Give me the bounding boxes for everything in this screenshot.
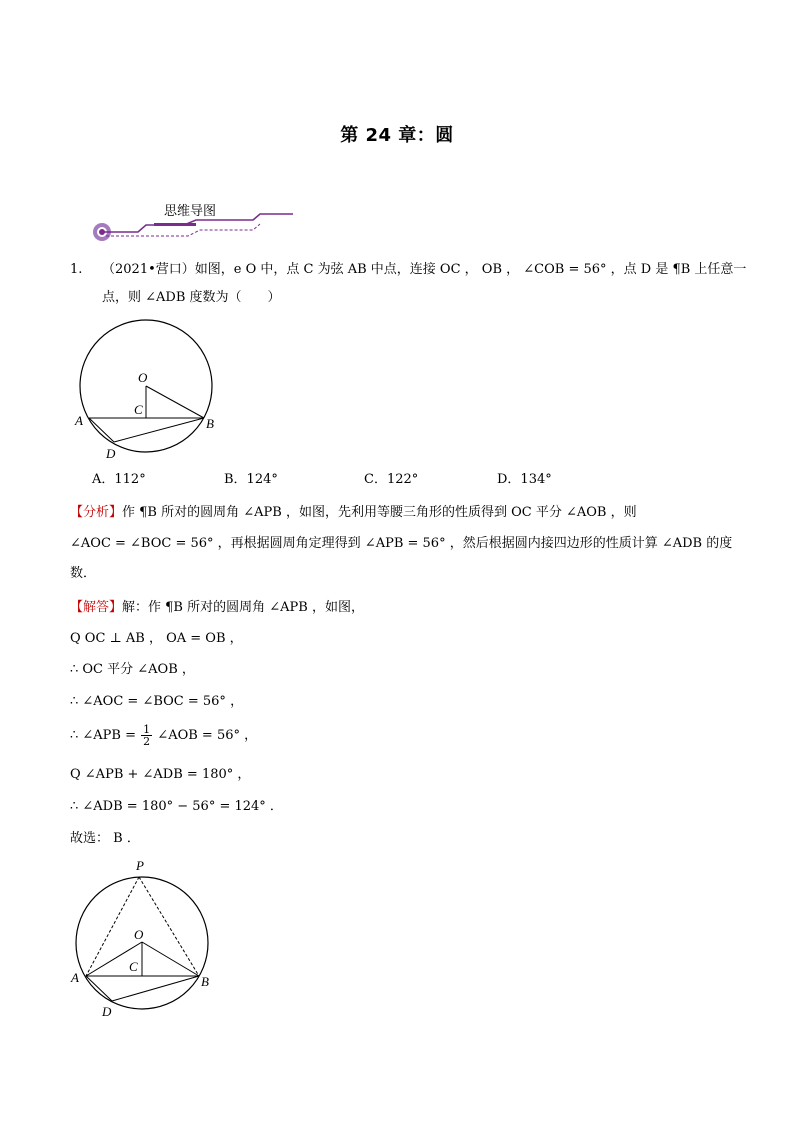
fraction-one-half (141, 724, 152, 747)
fig2-label-a: A (71, 970, 79, 985)
solution-step-4 (70, 724, 257, 747)
page-title: 第 24 章：圆 (340, 125, 454, 146)
solution-step-3: ∴ ∠AOC = ∠BOC = 56° ， (70, 694, 244, 709)
question-line-2: 点，则 ∠ADB 度数为（ ） (102, 290, 281, 305)
solution-step-1: Q OC ⊥ AB ， OA = OB ， (70, 631, 243, 646)
banner-label: 思维导图 (164, 204, 217, 219)
option-a: A．112° (92, 472, 146, 487)
fig1-label-c: C (134, 402, 143, 417)
question-number: 1. (70, 262, 83, 277)
option-b: B．124° (224, 472, 278, 487)
analysis-tag: 【分析】 (70, 505, 123, 520)
fig2-label-o: O (134, 927, 144, 942)
analysis-line-1: 作 ¶B 所对的圆周角 ∠APB ，如图，先利用等腰三角形的性质得到 OC 平分 ∠AOB ，则 (122, 505, 637, 520)
fig1-label-b: B (206, 416, 214, 431)
fig1-segment-ad (89, 418, 114, 442)
figure-1 (72, 318, 222, 466)
figure-2 (64, 855, 224, 1020)
analysis-line-3: 数． (70, 566, 97, 581)
analysis-paragraph (70, 505, 637, 521)
fig1-label-a: A (75, 413, 83, 428)
solution-step-6: ∴ ∠ADB = 180° − 56° = 124° ． (70, 799, 283, 814)
fig1-segment-ob (146, 386, 204, 418)
solution-step-5: Q ∠APB + ∠ADB = 180° ， (70, 767, 251, 782)
fig2-label-b: B (201, 974, 209, 989)
fig1-segment-db (114, 418, 204, 442)
solution-step-2: ∴ OC 平分 ∠AOB ， (70, 662, 195, 677)
banner-bar (154, 223, 196, 226)
fig2-dashed-pb (139, 877, 199, 976)
fig2-segment-ob (142, 942, 199, 976)
option-c: C．122° (364, 472, 419, 487)
fig2-label-d: D (102, 1004, 112, 1019)
analysis-line-2: ∠AOC = ∠BOC = 56° ，再根据圆周角定理得到 ∠APB = 56° ，然后根据圆内接四边形的性质计算 ∠ADB 的度 (70, 536, 733, 551)
option-d: D．134° (497, 472, 552, 487)
fig2-segment-ad (86, 976, 112, 1001)
fraction-numerator: 1 (143, 723, 151, 736)
fig2-label-c: C (129, 959, 138, 974)
solution-line-1: 解：作 ¶B 所对的圆周角 ∠APB ，如图， (122, 600, 364, 615)
fig1-label-o: O (138, 370, 148, 385)
solution-tag: 【解答】 (70, 600, 123, 615)
fig2-label-p: P (136, 858, 144, 873)
fig2-segment-db (112, 976, 199, 1001)
solution-step-4-right: ∠AOB = 56° ， (157, 728, 258, 743)
fig1-label-d: D (106, 446, 116, 461)
question-line-1: （2021•营口）如图，e O 中，点 C 为弦 AB 中点，连接 OC ， OB ， ∠COB = 56° ，点 D 是 ¶B 上任意一 (102, 262, 747, 277)
solution-step-4-left: ∴ ∠APB = (70, 728, 137, 743)
solution-intro (70, 600, 364, 616)
solution-answer: 故选： B ． (70, 831, 140, 846)
fraction-denominator: 2 (143, 735, 151, 748)
